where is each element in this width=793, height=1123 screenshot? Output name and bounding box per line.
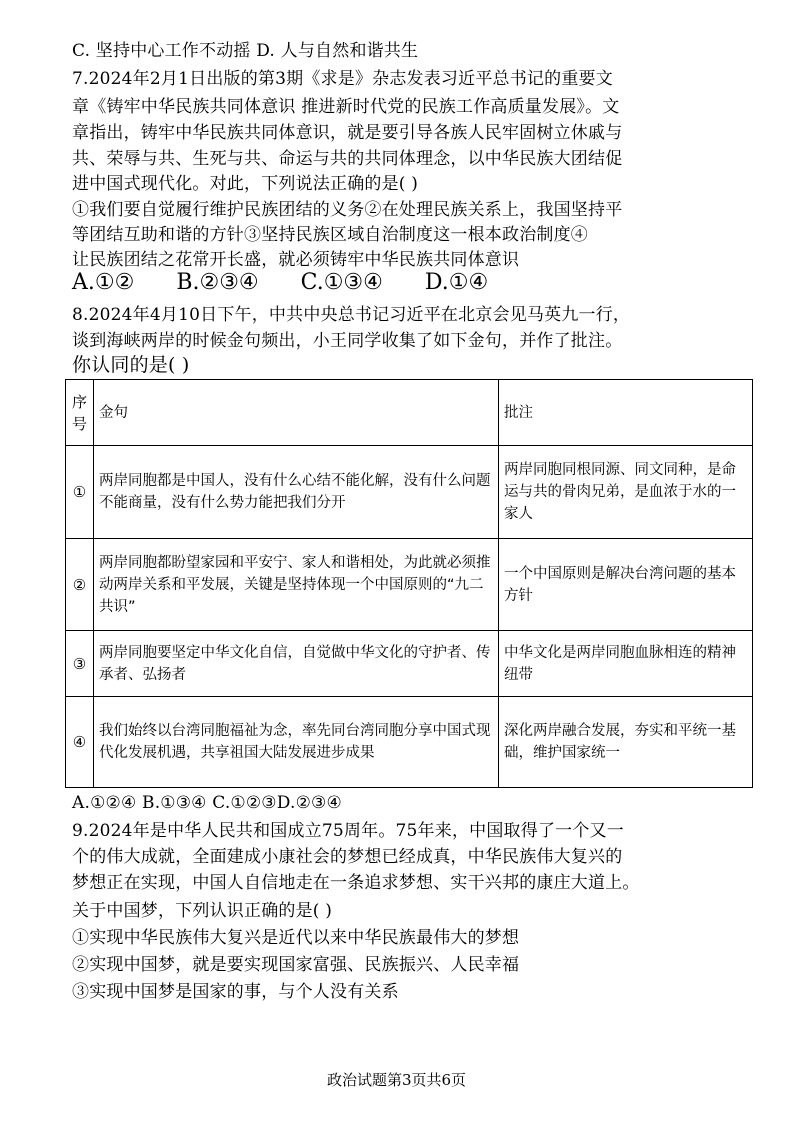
q7-statement-line: 等团结互助和谐的方针③坚持民族区域自治制度这一根本政治制度④	[72, 225, 588, 245]
table-row	[66, 446, 753, 539]
q8-options: A.①②④ B.①③④ C.①②③D.②③④	[72, 793, 342, 813]
row-quote: 两岸同胞要坚定中华文化自信，自觉做中华文化的守护者、传承者、弘扬者	[94, 631, 499, 697]
q8-stem-line: 8.2024年4月10日下午，中共中央总书记习近平在北京会见马英九一行，	[72, 305, 631, 325]
table-header-row	[66, 380, 753, 446]
q7-stem-line: 章指出，铸牢中华民族共同体意识，就是要引导各族人民牢固树立休戚与	[72, 123, 623, 143]
q9-statement-line: ③实现中国梦是国家的事，与个人没有关系	[72, 982, 399, 1002]
q8-stem-line: 谈到海峡两岸的时候金句频出，小王同学收集了如下金句，并作了批注。	[72, 331, 623, 351]
q8-stem-line: 你认同的是( )	[72, 354, 190, 376]
row-note: 中华文化是两岸同胞血脉相连的精神纽带	[499, 631, 753, 697]
q8-quotes-table	[65, 379, 753, 788]
header-num: 序号	[66, 380, 94, 446]
table-row	[66, 697, 753, 788]
q6-options-cd: C. 坚持中心工作不动摇 D. 人与自然和谐共生	[72, 41, 419, 61]
table-row	[66, 539, 753, 631]
row-quote: 两岸同胞都是中国人，没有什么心结不能化解，没有什么问题不能商量，没有什么势力能把我们分开	[94, 446, 499, 539]
row-note: 两岸同胞同根同源、同文同种，是命运与共的骨肉兄弟，是血浓于水的一家人	[499, 446, 753, 539]
q9-stem-line: 梦想正在实现，中国人自信地走在一条追求梦想、实干兴邦的康庄大道上。	[72, 873, 640, 893]
header-note: 批注	[499, 380, 753, 446]
row-note: 一个中国原则是解决台湾问题的基本方针	[499, 539, 753, 631]
q7-option-d: D.①④	[424, 270, 489, 295]
row-num: ③	[66, 631, 94, 697]
q7-option-a: A.①②	[72, 270, 135, 295]
page-footer: 政治试题第3页共6页	[326, 1071, 467, 1089]
q7-statement-line: ①我们要自觉履行维护民族团结的义务②在处理民族关系上，我国坚持平	[72, 200, 623, 220]
q7-stem-line: 进中国式现代化。对此，下列说法正确的是( )	[72, 174, 419, 194]
q7-option-c: C.①③④	[300, 270, 383, 295]
q7-option-b: B.②③④	[176, 270, 259, 295]
row-num: ②	[66, 539, 94, 631]
q7-options	[72, 268, 530, 298]
q7-stem-line: 章《铸牢中华民族共同体意识 推进新时代党的民族工作高质量发展》。文	[72, 97, 620, 117]
row-num: ①	[66, 446, 94, 539]
q7-stem-line: 共、荣辱与共、生死与共、命运与共的共同体理念，以中华民族大团结促	[72, 149, 623, 169]
row-num: ④	[66, 697, 94, 788]
q9-stem-line: 9.2024年是中华人民共和国成立75周年。75年来，中国取得了一个又一	[72, 821, 624, 841]
row-quote: 两岸同胞都盼望家园和平安宁、家人和谐相处，为此就必须推动两岸关系和平发展，关键是坚持体现一个中国原则的“九二共识”	[94, 539, 499, 631]
q9-stem-line: 个的伟大成就，全面建成小康社会的梦想已经成真，中华民族伟大复兴的	[72, 847, 623, 867]
row-note: 深化两岸融合发展，夯实和平统一基础，维护国家统一	[499, 697, 753, 788]
q9-statement-line: ②实现中国梦，就是要实现国家富强、民族振兴、人民幸福	[72, 955, 520, 975]
table-row	[66, 631, 753, 697]
q7-statement-line: 让民族团结之花常开长盛，就必须铸牢中华民族共同体意识	[72, 250, 520, 270]
header-quote: 金句	[94, 380, 499, 446]
q7-stem-line: 7.2024年2月1日出版的第3期《求是》杂志发表习近平总书记的重要文	[72, 69, 613, 89]
row-quote: 我们始终以台湾同胞福祉为念，率先同台湾同胞分享中国式现代化发展机遇，共享祖国大陆发展进步成果	[94, 697, 499, 788]
q9-stem-line: 关于中国梦，下列认识正确的是( )	[72, 901, 333, 921]
q9-statement-line: ①实现中华民族伟大复兴是近代以来中华民族最伟大的梦想	[72, 928, 520, 948]
